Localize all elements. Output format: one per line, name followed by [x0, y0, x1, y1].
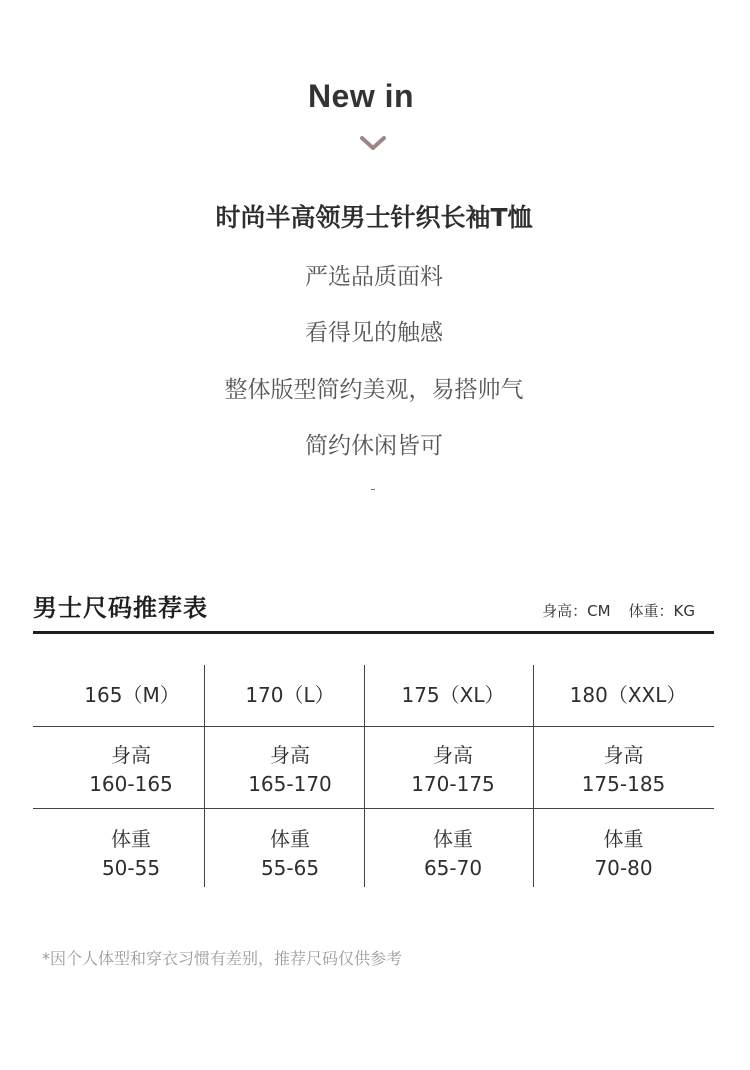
weight-cell-xxl — [533, 825, 714, 883]
height-label: 身高 — [433, 743, 473, 767]
height-value: 170-175 — [411, 772, 495, 796]
table-row-divider — [33, 808, 714, 809]
height-cell-xxl — [533, 741, 714, 799]
weight-cell-m — [33, 825, 229, 883]
height-label: 身高 — [603, 743, 644, 767]
weight-value: 55-65 — [260, 856, 320, 880]
unit-weight: 体重：KG — [628, 602, 695, 620]
weight-label: 体重 — [111, 827, 151, 851]
height-value: 165-170 — [248, 772, 332, 796]
size-chart-rule — [33, 631, 714, 634]
height-value: 160-165 — [89, 772, 173, 796]
size-chart-units — [542, 600, 695, 621]
height-cell-m — [33, 741, 229, 799]
weight-label: 体重 — [270, 827, 310, 851]
weight-cell-xl — [364, 825, 542, 883]
height-cell-l — [204, 741, 376, 799]
height-label: 身高 — [111, 743, 151, 767]
size-label-xl: 175（XL） — [401, 683, 505, 707]
size-label-xxl: 180（XXL） — [569, 683, 687, 707]
product-name: 时尚半高领男士针织长袖T恤 — [215, 203, 533, 232]
size-label-l: 170（L） — [245, 683, 335, 707]
weight-value: 70-80 — [594, 856, 653, 880]
height-label: 身高 — [270, 743, 310, 767]
size-chart-title: 男士尺码推荐表 — [33, 594, 208, 622]
divider-dash — [371, 489, 375, 490]
feature-line: 看得见的触感 — [305, 320, 443, 346]
feature-line: 整体版型简约美观，易搭帅气 — [224, 377, 524, 403]
feature-line: 严选品质面料 — [305, 264, 443, 290]
weight-label: 体重 — [433, 827, 473, 851]
size-label-m: 165（M） — [84, 683, 180, 707]
size-table — [33, 665, 714, 887]
size-disclaimer: *因个人体型和穿衣习惯有差别，推荐尺码仅供参考 — [42, 949, 403, 968]
height-value: 175-185 — [581, 772, 666, 796]
weight-value: 50-55 — [101, 856, 161, 880]
feature-line: 简约休闲皆可 — [305, 433, 443, 459]
chevron-down-icon — [359, 134, 387, 152]
weight-cell-l — [204, 825, 376, 883]
weight-value: 65-70 — [423, 856, 483, 880]
height-cell-xl — [364, 741, 542, 799]
hero-title: New in — [307, 78, 415, 114]
unit-height: 身高：CM — [542, 602, 611, 620]
weight-label: 体重 — [603, 827, 644, 851]
table-row-divider — [33, 726, 714, 727]
